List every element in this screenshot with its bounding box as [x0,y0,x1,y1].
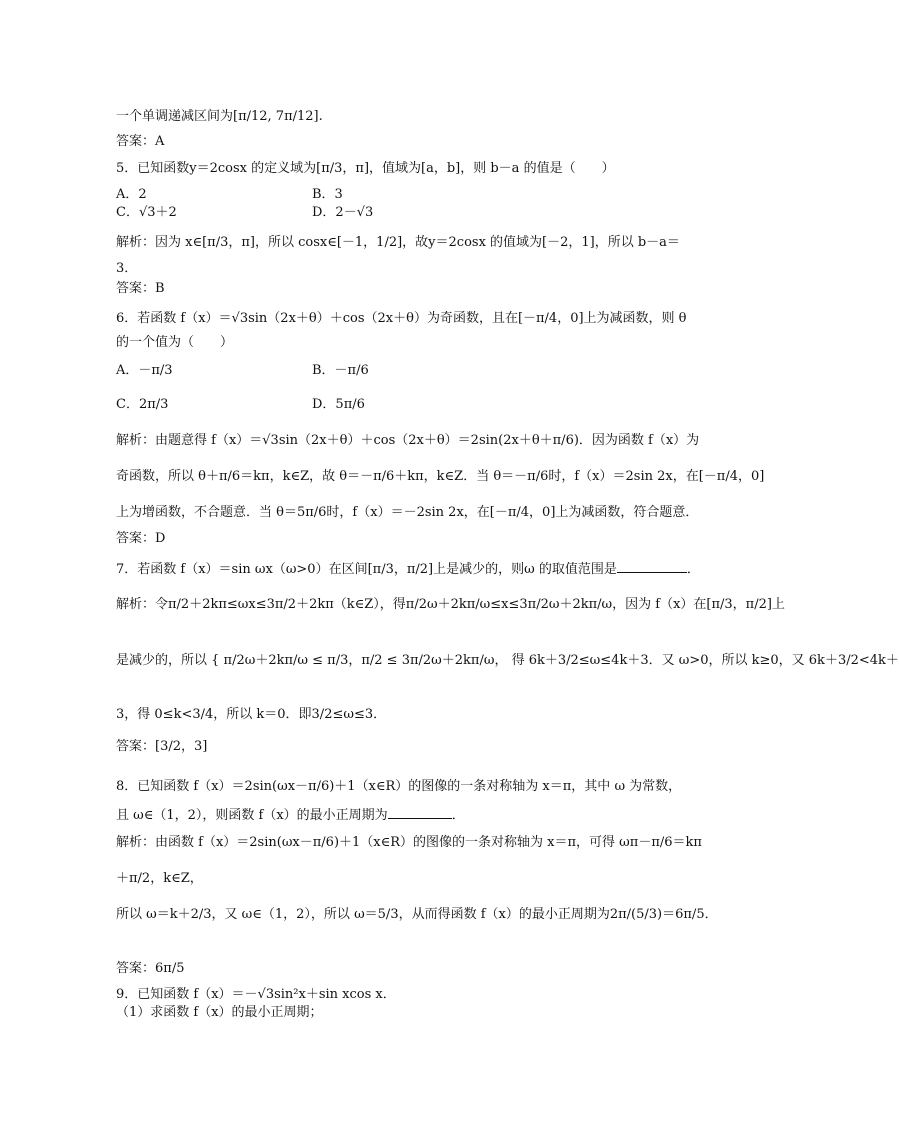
answer-line: 答案：A [116,134,165,149]
solution-line: 奇函数，所以 θ＋π/6＝kπ，k∈Z，故 θ＝－π/6＋kπ，k∈Z．当 θ＝－π/6时，f（x）＝2sin 2x，在[－π/4，0] [116,469,765,484]
answer-line: 答案：B [116,281,165,296]
solution-line: 3． [116,261,138,276]
question-8-cont [116,806,465,825]
solution-line: 解析：由题意得 f（x）＝√3sin（2x＋θ）＋cos（2x＋θ）＝2sin(2x＋θ＋π/6)．因为函数 f（x）为 [116,433,700,448]
option-c: C．2π/3 [116,397,169,412]
question-7 [116,560,700,579]
option-d: D．2－√3 [312,205,374,220]
question-8: 8．已知函数 f（x）＝2sin(ωx－π/6)＋1（x∈R）的图像的一条对称轴为 x＝π，其中 ω 为常数， [116,779,682,794]
solution-line: ＋π/2，k∈Z， [116,871,203,886]
solution-line: 是减少的，所以 { π/2ω＋2kπ/ω ≤ π/3，π/2 ≤ 3π/2ω＋2kπ/ω， 得 6k＋3/2≤ω≤4k＋3．又 ω>0，所以 k≥0，又 6k＋3/2<4k＋ [116,653,899,668]
solution-line: 3，得 0≤k<3/4，所以 k＝0．即3/2≤ω≤3． [116,707,387,722]
answer-line: 答案：[3/2，3] [116,739,208,754]
question-6-cont: 的一个值为（ ） [116,335,234,350]
question-8-text: 且 ω∈（1，2），则函数 f（x）的最小正周期为 [116,808,388,823]
solution-line: 解析：因为 x∈[π/3，π]，所以 cosx∈[－1，1/2]，故y＝2cosx 的值域为[－2，1]，所以 b－a＝ [116,235,680,250]
option-b: B．3 [312,187,343,202]
solution-line: 上为增函数，不合题意．当 θ＝5π/6时，f（x）＝－2sin 2x，在[－π/4，0]上为减函数，符合题意． [116,505,699,520]
option-d: D．5π/6 [312,397,365,412]
question-7-text: 7．若函数 f（x）＝sin ωx（ω>0）在区间[π/3，π/2]上是减少的，则ω 的取值范围是 [116,562,617,577]
question-9: 9．已知函数 f（x）＝－√3sin²x＋sin xcos x． [116,987,396,1002]
option-c: C．√3＋2 [116,205,177,220]
answer-blank [617,560,687,573]
solution-line: 解析：令π/2＋2kπ≤ωx≤3π/2＋2kπ（k∈Z），得π/2ω＋2kπ/ω≤x≤3π/2ω＋2kπ/ω，因为 f（x）在[π/3，π/2]上 [116,597,785,612]
text-line: 一个单调递减区间为[π/12, 7π/12]. [116,109,323,124]
option-b: B．－π/6 [312,363,369,378]
blank-suffix: ． [451,808,465,823]
question-5: 5．已知函数y＝2cosx 的定义域为[π/3，π]，值域为[a，b]，则 b－a 的值是（ ） [116,161,615,176]
solution-line: 解析：由函数 f（x）＝2sin(ωx－π/6)＋1（x∈R）的图像的一条对称轴为 x＝π，可得 ωπ－π/6＝kπ [116,835,702,850]
solution-line: 所以 ω＝k＋2/3，又 ω∈（1，2），所以 ω＝5/3，从而得函数 f（x）的最小正周期为2π/(5/3)＝6π/5． [116,907,718,922]
answer-line: 答案：D [116,531,166,546]
question-6: 6．若函数 f（x）＝√3sin（2x＋θ）＋cos（2x＋θ）为奇函数，且在[－π/4，0]上为减函数，则 θ [116,311,687,326]
option-a: A．－π/3 [116,363,173,378]
option-a: A．2 [116,187,147,202]
answer-line: 答案：6π/5 [116,961,185,976]
blank-suffix: ． [686,562,700,577]
answer-blank [388,806,452,819]
question-9-part-1: （1）求函数 f（x）的最小正周期； [116,1005,323,1020]
